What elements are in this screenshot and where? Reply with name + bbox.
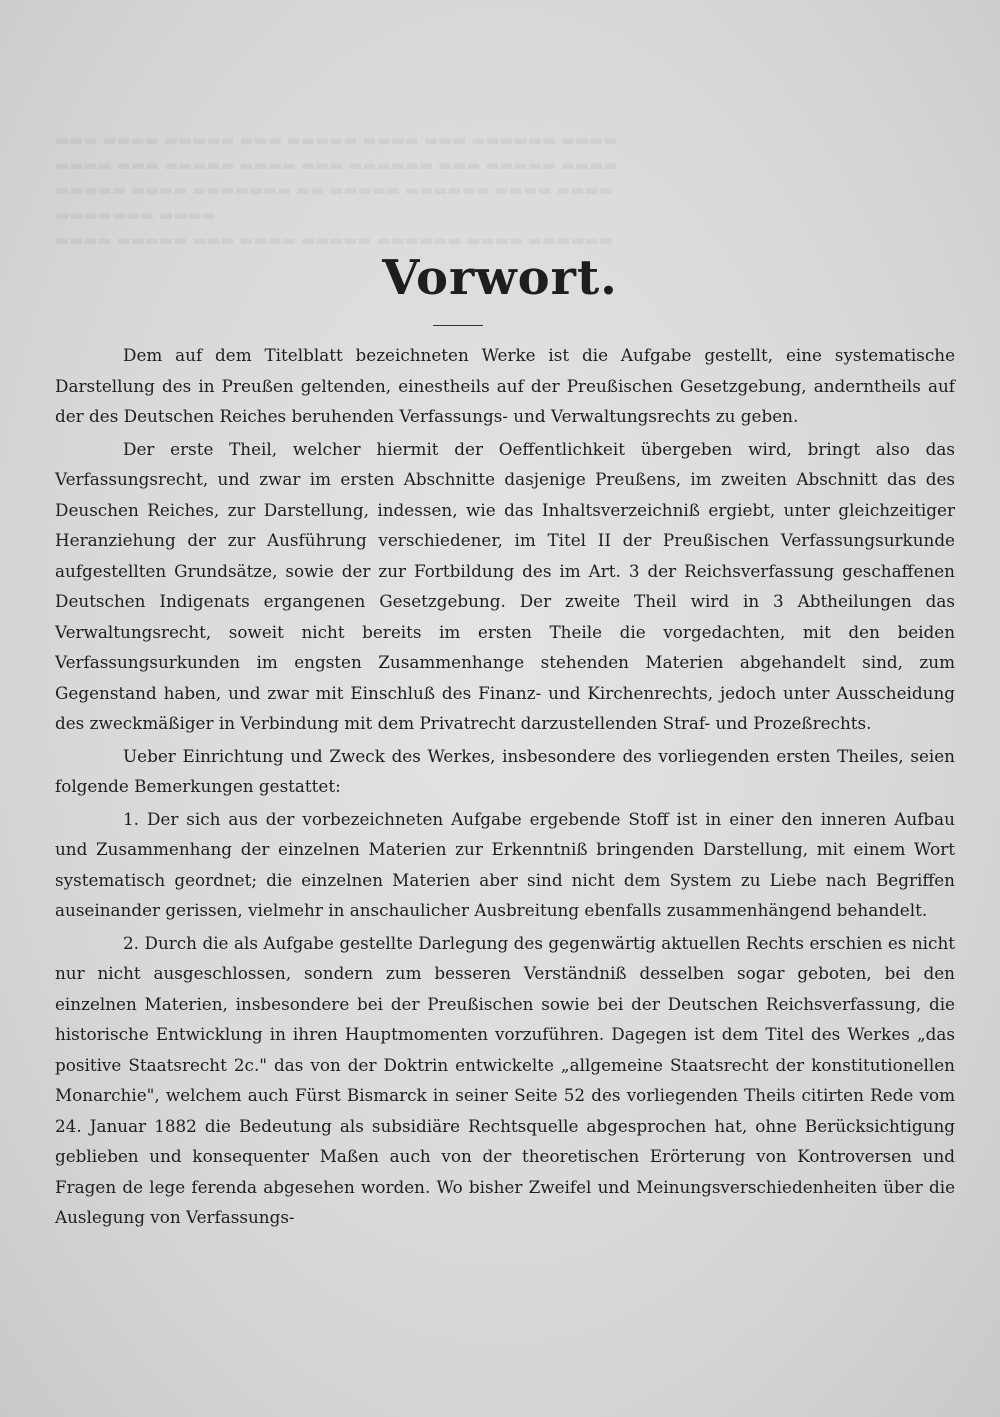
paragraph-first-part: Der erste Theil, welcher hiermit der Oeffentlichkeit übergeben wird, bringt also das Verfassungsrecht, und zwar im ersten Abschnitte dasjenige Preußens, im zweiten Abschnitt das des Deuschen Reiches, zur Darstellung, indessen, wie das Inhaltsverzeichniß ergiebt, unter gleichzeitiger Heranziehung der zur Ausführung verschiedener, im Titel II der Preußischen Verfassungsurkunde aufgestellten Grundsätze, sowie der zur Fortbildung des im Art. 3 der Reichsverfassung geschaffenen Deutschen Indigenats ergangenen Gesetzgebung. Der zweite Theil wird in 3 Abtheilungen das Verwaltungsrecht, soweit nicht bereits im ersten Theile die vorgedachten, mit den beiden Verfassungsurkunden im engsten Zusammenhange stehenden Materien abgehandelt sind, zum Gegenstand haben, und zwar mit Einschluß des Finanz- und Kirchenrechts, jedoch unter Ausscheidung des zweckmäßiger in Verbindung mit dem Privatrecht darzustellenden Straf- und Prozeßrechts. [55, 438, 955, 733]
paragraph-point-2: 2. Durch die als Aufgabe gestellte Darlegung des gegenwärtig aktuellen Rechts erschien es nicht nur nicht ausgeschlossen, sondern zum besseren Verständniß desselben sogar geboten, bei den einzelnen Materien, insbesondere bei der Preußischen sowie bei der Deutschen Reichsverfassung, die historische Entwicklung in ihren Hauptmomenten vorzuführen. Dagegen ist dem Titel des Werkes „das positive Staatsrecht 2c." das von der Doktrin entwickelte „allgemeine Staatsrecht der konstitutionellen Monarchie", welchem auch Fürst Bismarck in seiner Seite 52 des vorliegenden Theils citirten Rede vom 24. Januar 1882 die Bedeutung als subsidiäre Rechtsquelle abgesprochen hat, ohne Berücksichtigung geblieben und konsequenter Maßen auch von der theoretischen Erörterung von Kontroversen und Fragen de lege ferenda abgesehen worden. Wo bisher Zweifel und Meinungsverschiedenheiten über die Auslegung von Verfassungs- [55, 932, 955, 1227]
preface-body [55, 340, 955, 1233]
paragraph-point-1: 1. Der sich aus der vorbezeichneten Aufgabe ergebende Stoff ist in einer den inneren Aufbau und Zusammenhang der einzelnen Materien zur Erkenntniß bringenden Darstellung, mit einem Wort systematisch geordnet; die einzelnen Materien aber sind nicht dem System zu Liebe nach Begriffen auseinander gerissen, vielmehr in anschaulicher Ausbreitung ebenfalls zusammenhängend behandelt. [55, 808, 955, 920]
bleed-through-shadow: ▬▬▬ ▬▬▬▬ ▬▬▬▬▬ ▬▬▬ ▬▬▬▬▬ ▬▬▬▬ ▬▬▬ ▬▬▬▬▬▬ ▬▬▬▬ ▬▬▬▬ ▬▬▬ ▬▬▬▬▬ ▬▬▬▬ ▬▬▬ ▬▬▬▬▬▬ ▬▬▬ ▬▬▬▬▬ ▬▬▬▬ ▬▬▬▬▬ ▬▬▬▬ ▬▬▬▬▬▬▬ ▬▬ ▬▬▬▬▬ ▬▬▬▬▬▬ ▬▬▬▬ ▬▬▬▬ ▬▬▬▬▬▬▬ ▬▬▬▬ ▬▬▬▬ ▬▬▬▬▬ ▬▬▬ ▬▬▬▬ ▬▬▬▬▬ ▬▬▬▬▬▬ ▬▬▬▬ ▬▬▬▬▬▬ [55, 131, 618, 249]
page-title: Vorwort. [382, 250, 618, 306]
title-divider [433, 325, 483, 326]
paragraph-intro: Dem auf dem Titelblatt bezeichneten Werke ist die Aufgabe gestellt, eine systematische Darstellung des in Preußen geltenden, einestheils auf der Preußischen Gesetzgebung, anderntheils auf der des Deutschen Reiches beruhenden Verfassungs- und Verwaltungsrechts zu geben. [55, 345, 955, 426]
paragraph-remarks: Ueber Einrichtung und Zweck des Werkes, insbesondere des vorliegenden ersten Theiles, seien folgende Bemerkungen gestattet: [55, 745, 955, 796]
